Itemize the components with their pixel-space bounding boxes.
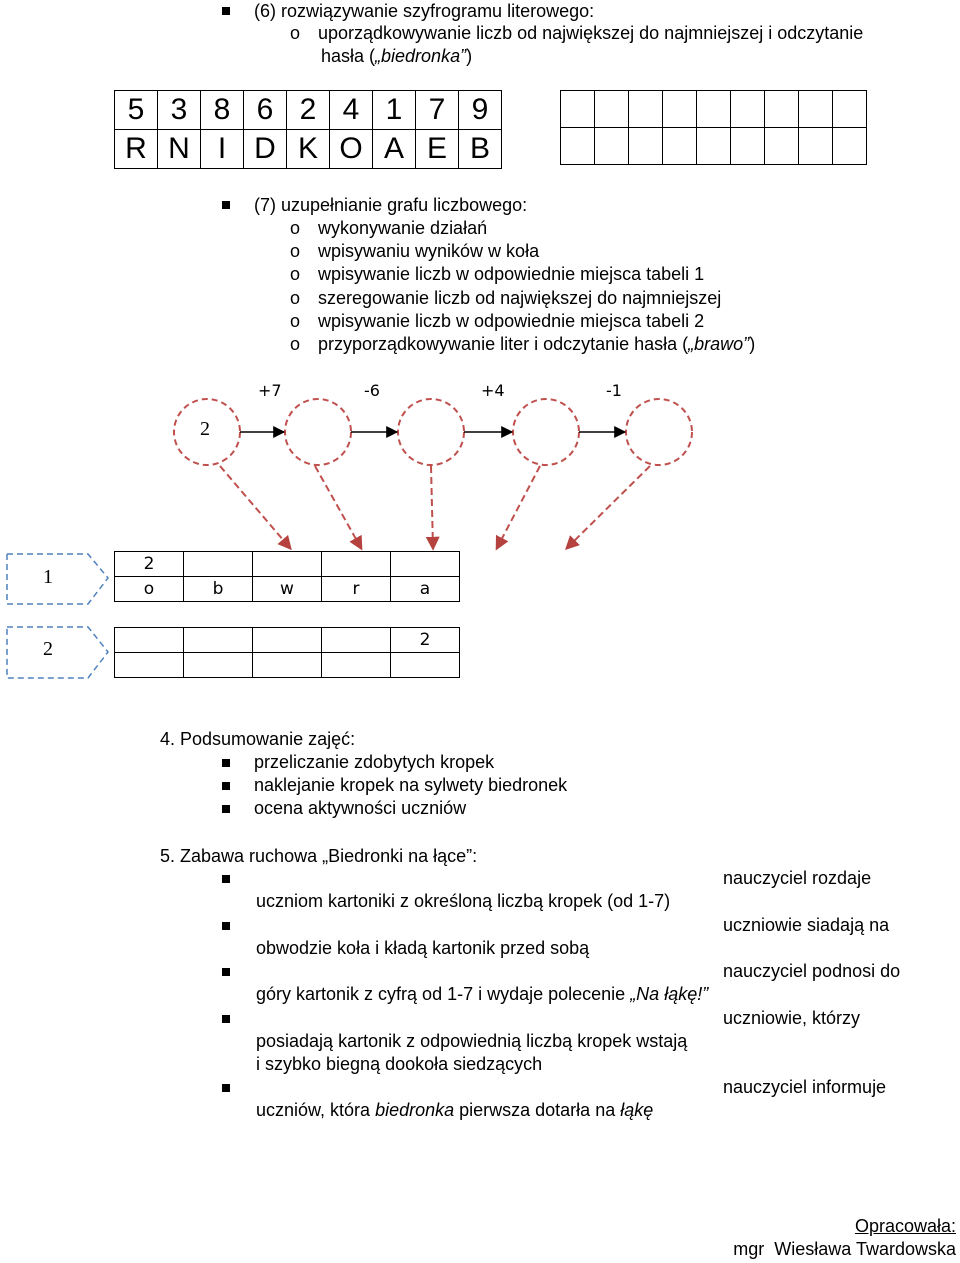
- table1-cell: [322, 552, 391, 577]
- table2-cell: [115, 628, 184, 653]
- table2-cell: [184, 653, 253, 678]
- bullet-square: [222, 201, 230, 209]
- table1-cell: a: [391, 577, 460, 602]
- cipher-cell: I: [201, 130, 244, 169]
- table1-cell: [184, 552, 253, 577]
- s6-title: (6) rozwiązywanie szyfrogramu literowego:: [254, 1, 595, 21]
- graph-circle: [513, 399, 579, 465]
- cipher-cell: 6: [244, 91, 287, 130]
- s7-item: przyporządkowywanie liter i odczytanie hasła („brawo”): [318, 334, 756, 354]
- s5-item-left: uczniów, która biedronka pierwsza dotarła na łąkę: [256, 1100, 654, 1120]
- bullet-square: [222, 968, 230, 976]
- table1-label-box: [7, 554, 108, 604]
- s7-bullet-o: o: [290, 334, 301, 354]
- graph-operation: +4: [481, 381, 505, 400]
- cipher-cell: 1: [373, 91, 416, 130]
- answer-cell: [833, 91, 867, 128]
- bullet-square: [222, 1015, 230, 1023]
- s6-sub-line2: hasła („biedronka”): [321, 46, 473, 66]
- s5-item-right: uczniowie siadają na: [723, 915, 890, 935]
- bullet-square: [222, 1084, 230, 1092]
- answer-cell: [561, 128, 595, 165]
- s5-item-right: uczniowie, którzy: [723, 1008, 861, 1028]
- signature-label: Opracowała:: [854, 1216, 956, 1236]
- cipher-cell: 7: [416, 91, 459, 130]
- table1-cell: r: [322, 577, 391, 602]
- graph-circle: [626, 399, 692, 465]
- table2-cell: [391, 653, 460, 678]
- answer-cell: [663, 128, 697, 165]
- answer-cell: [799, 128, 833, 165]
- s7-item: szeregowanie liczb od największej do najmniejszej: [318, 288, 722, 308]
- s7-title: (7) uzupełnianie grafu liczbowego:: [254, 195, 528, 215]
- s6-bullet-o: o: [290, 23, 301, 43]
- graph-circle: [398, 399, 464, 465]
- table2-cell: [253, 628, 322, 653]
- answer-cell: [731, 91, 765, 128]
- bullet-square: [222, 805, 230, 813]
- cipher-cell: O: [330, 130, 373, 169]
- answer-cell: [765, 128, 799, 165]
- s7-item: wpisywaniu wyników w koła: [318, 241, 540, 261]
- s5-item-left: góry kartonik z cyfrą od 1-7 i wydaje polecenie „Na łąkę!”: [256, 984, 709, 1004]
- s4-item: ocena aktywności uczniów: [254, 798, 467, 818]
- table1-cell: b: [184, 577, 253, 602]
- answer-cell: [663, 91, 697, 128]
- bullet-square: [222, 759, 230, 767]
- graph-dashed-arrow: [220, 466, 290, 548]
- table1-cell: w: [253, 577, 322, 602]
- s7-item: wykonywanie działań: [318, 218, 488, 238]
- s7-item: wpisywanie liczb w odpowiednie miejsca tabeli 1: [318, 264, 705, 284]
- s7-bullet-o: o: [290, 218, 301, 238]
- s7-item: wpisywanie liczb w odpowiednie miejsca tabeli 2: [318, 311, 705, 331]
- cipher-cell: R: [115, 130, 158, 169]
- table2-cell: [322, 628, 391, 653]
- s7-bullet-o: o: [290, 264, 301, 284]
- graph-table-1: [114, 551, 460, 602]
- table2-label-box: [7, 627, 108, 678]
- s5-item-right: nauczyciel podnosi do: [723, 961, 901, 981]
- table2-cell: [322, 653, 391, 678]
- table2-label: 2: [43, 638, 53, 660]
- s7-bullet-o: o: [290, 288, 301, 308]
- s5-title: 5. Zabawa ruchowa „Biedronki na łące”:: [160, 846, 478, 866]
- table2-cell: [184, 628, 253, 653]
- graph-operation: -6: [364, 381, 380, 400]
- bullet-square: [222, 875, 230, 883]
- cipher-cell: 4: [330, 91, 373, 130]
- graph-operation: +7: [258, 381, 282, 400]
- cipher-numbers-row: [115, 91, 502, 130]
- cipher-cell: K: [287, 130, 330, 169]
- answer-cell: [765, 91, 799, 128]
- table1-cell: [391, 552, 460, 577]
- answer-cell: [697, 91, 731, 128]
- graph-dashed-arrow: [497, 466, 540, 548]
- table1-cell: o: [115, 577, 184, 602]
- answer-cell: [561, 91, 595, 128]
- s5-item-left: i szybko biegną dookoła siedzących: [256, 1054, 543, 1074]
- s4-item: naklejanie kropek na sylwety biedronek: [254, 775, 568, 795]
- answer-cell: [697, 128, 731, 165]
- graph-dashed-arrow: [567, 466, 650, 548]
- answer-cell: [799, 91, 833, 128]
- bullet-square: [222, 922, 230, 930]
- cipher-cell: N: [158, 130, 201, 169]
- cipher-cell: A: [373, 130, 416, 169]
- s6-sub-line1: uporządkowywanie liczb od największej do najmniejszej i odczytanie: [318, 23, 864, 43]
- signature-name: mgr Wiesława Twardowska: [733, 1239, 956, 1259]
- cipher-cell: 8: [201, 91, 244, 130]
- cipher-cell: 5: [115, 91, 158, 130]
- answer-cell: [595, 91, 629, 128]
- table2-cell: [115, 653, 184, 678]
- s7-bullet-o: o: [290, 311, 301, 331]
- cipher-cell: 9: [459, 91, 502, 130]
- answer-cell: [629, 91, 663, 128]
- graph-dashed-arrow: [315, 466, 361, 548]
- graph-start-value: 2: [200, 418, 210, 440]
- s5-item-left: obwodzie koła i kładą kartonik przed sobą: [256, 938, 590, 958]
- cipher-letters-row: [115, 130, 502, 169]
- s5-item-right: nauczyciel informuje: [723, 1077, 887, 1097]
- table2-cell: [253, 653, 322, 678]
- s4-item: przeliczanie zdobytych kropek: [254, 752, 495, 772]
- answer-cell: [595, 128, 629, 165]
- answer-cell: [731, 128, 765, 165]
- table1-label: 1: [43, 566, 53, 588]
- table1-cell: [253, 552, 322, 577]
- s5-item-left: posiadają kartonik z odpowiednią liczbą kropek wstają: [256, 1031, 688, 1051]
- s5-item-right: nauczyciel rozdaje: [723, 868, 872, 888]
- graph-circle: [285, 399, 351, 465]
- cipher-cell: E: [416, 130, 459, 169]
- s7-bullet-o: o: [290, 241, 301, 261]
- table2-cell: 2: [391, 628, 460, 653]
- cipher-cell: 3: [158, 91, 201, 130]
- answer-cell: [833, 128, 867, 165]
- graph-operation: -1: [606, 381, 622, 400]
- answer-cell: [629, 128, 663, 165]
- s5-item-left: uczniom kartoniki z określoną liczbą kropek (od 1-7): [256, 891, 671, 911]
- cipher-cell: D: [244, 130, 287, 169]
- cipher-cell: B: [459, 130, 502, 169]
- bullet-square: [222, 7, 230, 15]
- answer-table: [560, 90, 867, 165]
- cipher-cell: 2: [287, 91, 330, 130]
- cipher-table: [114, 90, 502, 169]
- graph-dashed-arrow: [431, 466, 433, 548]
- s4-title: 4. Podsumowanie zajęć:: [160, 729, 356, 749]
- graph-table-2: [114, 627, 460, 678]
- bullet-square: [222, 782, 230, 790]
- table1-cell: 2: [115, 552, 184, 577]
